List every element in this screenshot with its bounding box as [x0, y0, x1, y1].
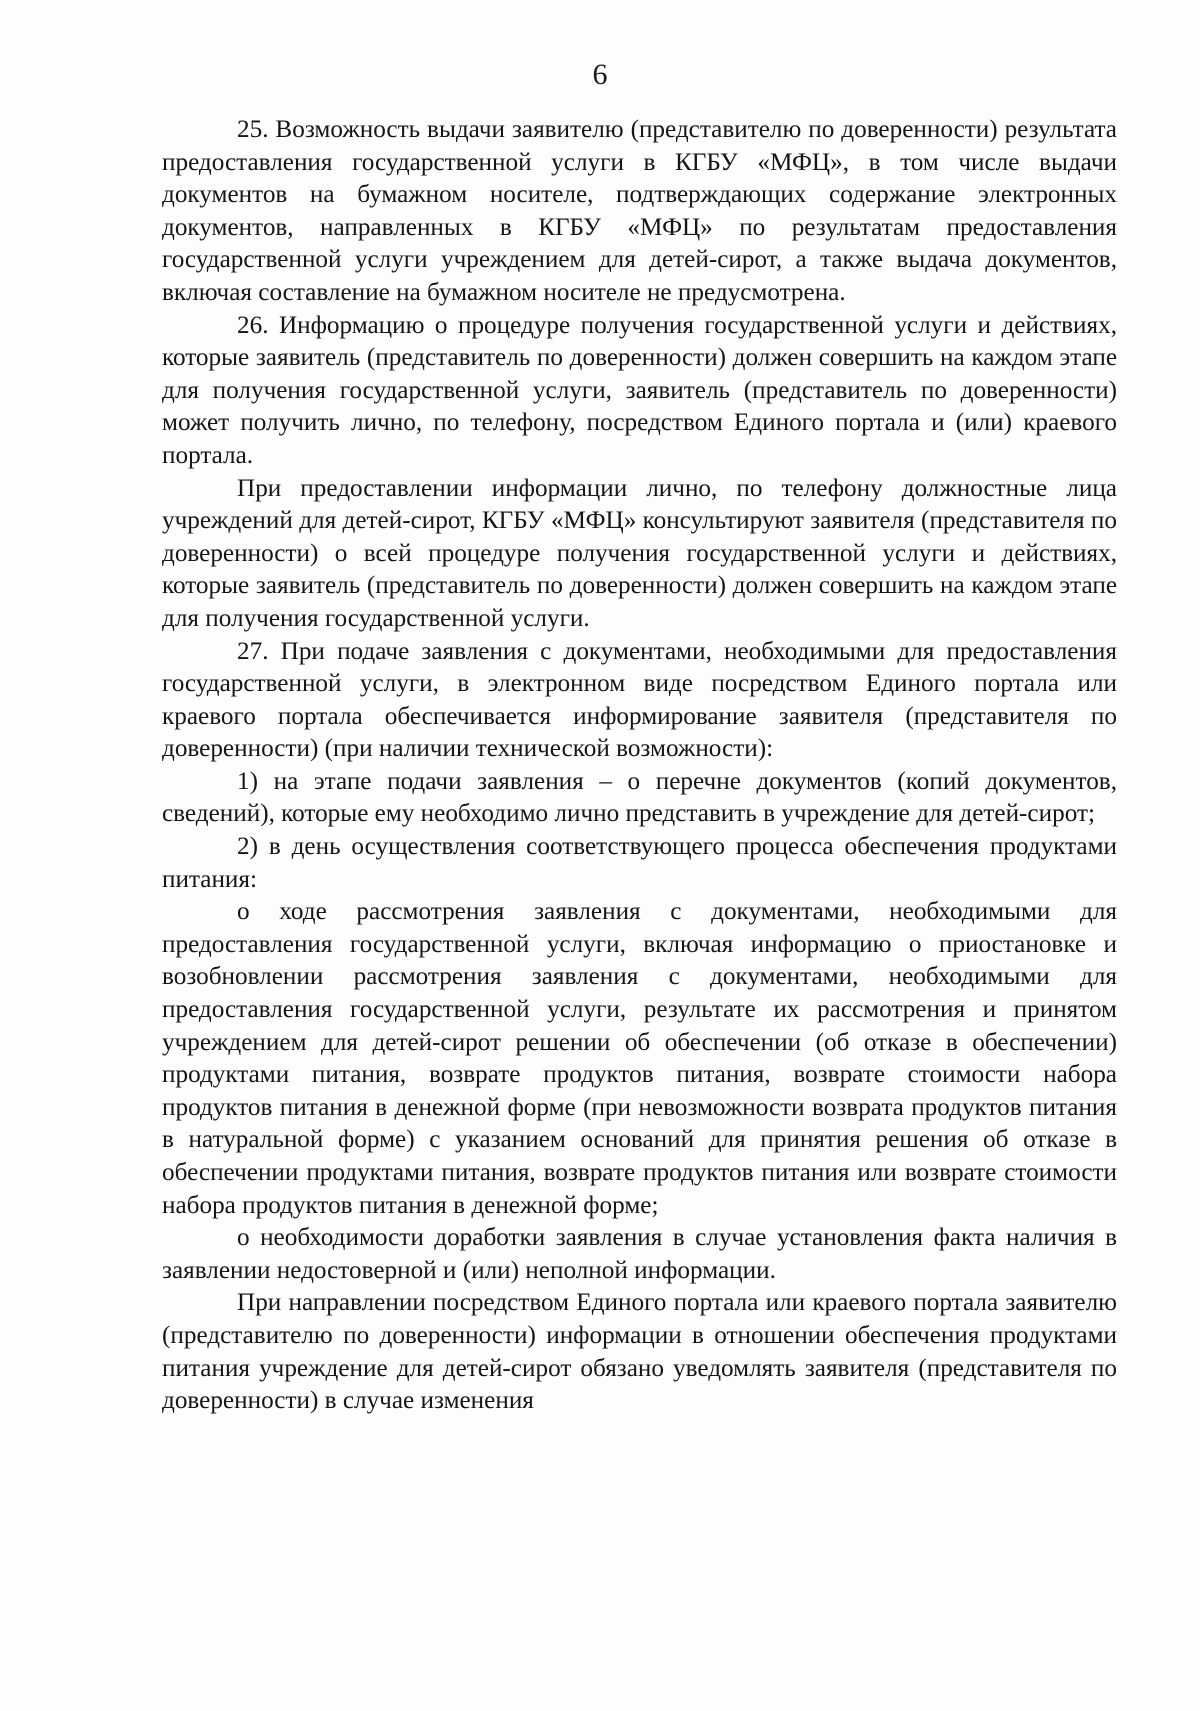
paragraph-27-item-2-revision: о необходимости доработки заявления в случае установления факта наличия в заявлении недостоверной и (или) неполной информации.	[162, 1224, 1117, 1284]
paragraph-26-consultation: При предоставлении информации лично, по телефону должностные лица учреждений для детей-сирот, КГБУ «МФЦ» консультируют заявителя (представителя по доверенности) о всей процедуре получения государственной услуги и действиях, которые заявитель (представитель по доверенности) должен совершить на каждом этапе для получения государственной услуги.	[162, 474, 1117, 632]
paragraph-27-item-1: 1) на этапе подачи заявления – о перечне документов (копий документов, сведений), которые ему необходимо лично представить в учреждение для детей-сирот;	[162, 767, 1117, 828]
paragraph-26: 26. Информацию о процедуре получения государственной услуги и действиях, которые заявитель (представитель по доверенности) должен совершить на каждом этапе для получения государственной услуги, заявитель (представитель по доверенности) может получить лично, по телефону, посредством Единого портала и (или) краевого портала.	[162, 311, 1117, 469]
paragraph-27-item-2: 2) в день осуществления соответствующего процесса обеспечения продуктами питания:	[162, 833, 1117, 893]
paragraph-27-notification: При направлении посредством Единого портала или краевого портала заявителю (представителю по доверенности) информации в отношении обеспечения продуктами питания учреждение для детей-сирот обязано уведомлять заявителя (представителя по доверенности) в случае изменения	[162, 1289, 1117, 1415]
paragraph-25: 25. Возможность выдачи заявителю (представителю по доверенности) результата предоставления государственной услуги в КГБУ «МФЦ», в том числе выдачи документов на бумажном носителе, подтверждающих содержание электронных документов, направленных в КГБУ «МФЦ» по результатам предоставления государственной услуги учреждением для детей-сирот, а также выдача документов, включая составление на бумажном носителе не предусмотрена.	[162, 116, 1117, 306]
document-body	[162, 114, 1117, 1418]
paragraph-27-item-2-progress: о ходе рассмотрения заявления с документами, необходимыми для предоставления государственной услуги, включая информацию о приостановке и возобновлении рассмотрения заявления с документами, необходимыми для предоставления государственной услуги, результате их рассмотрения и принятом учреждением для детей-сирот решении об обеспечении (об отказе в обеспечении) продуктами питания, возврате продуктов питания, возврате стоимости набора продуктов питания в денежной форме (при невозможности возврата продуктов питания в натуральной форме) с указанием оснований для принятия решения об отказе в обеспечении продуктами питания, возврате продуктов питания или возврате стоимости набора продуктов питания в денежной форме;	[162, 898, 1117, 1219]
page-number: 6	[592, 58, 608, 91]
paragraph-27: 27. При подаче заявления с документами, необходимыми для предоставления государственной услуги, в электронном виде посредством Единого портала или краевого портала обеспечивается информирование заявителя (представителя по доверенности) (при наличии технической возможности):	[162, 637, 1117, 763]
